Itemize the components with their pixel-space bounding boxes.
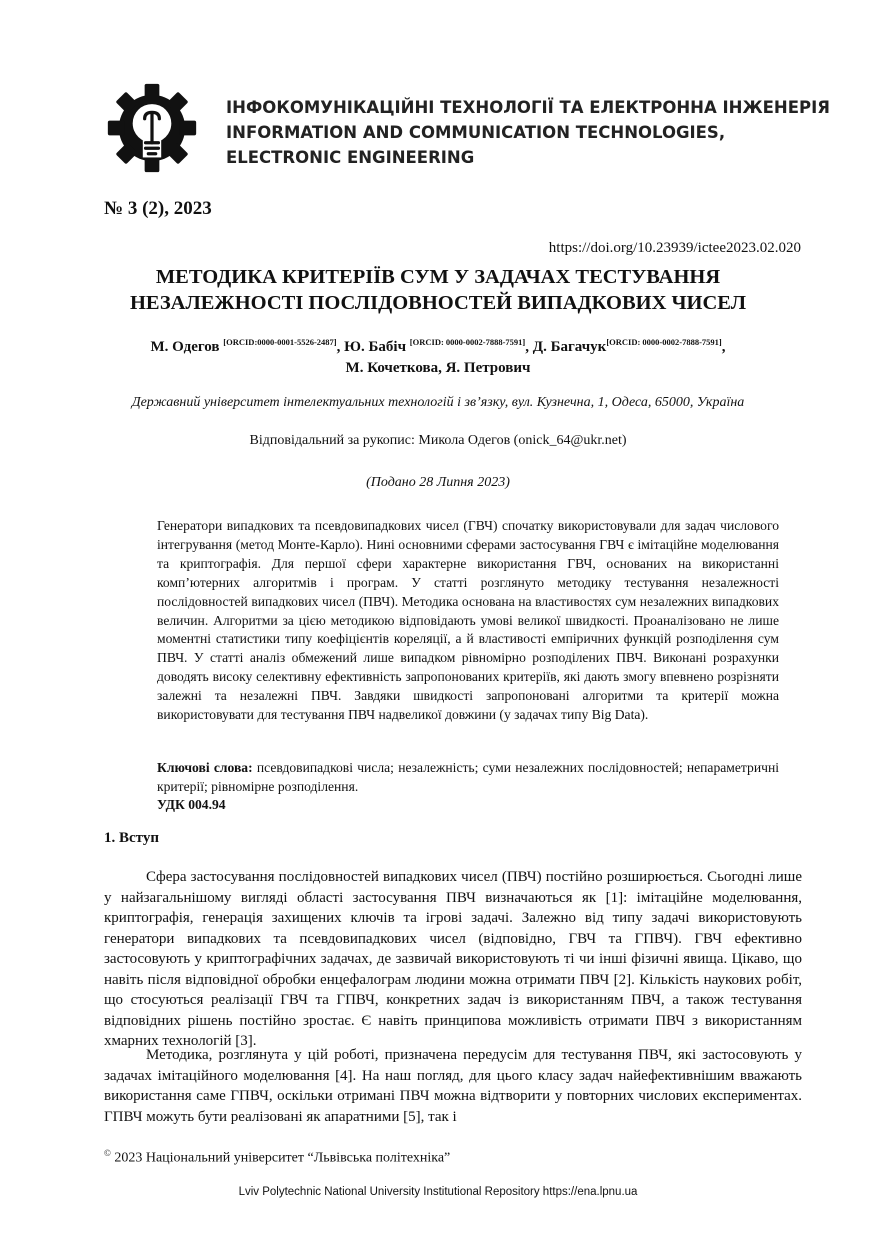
keywords	[157, 759, 779, 797]
orcid-link[interactable]: [ORCID: 0000-0002-7888-7591]	[606, 337, 722, 347]
orcid-link[interactable]: [ORCID:0000-0001-5526-2487]	[223, 337, 337, 347]
repository-footer: Lviv Polytechnic National University Institutional Repository https://ena.lpnu.ua	[238, 1186, 638, 1198]
orcid-link[interactable]: [ORCID: 0000-0002-7888-7591]	[409, 337, 526, 347]
section-heading: 1. Вступ	[104, 830, 159, 846]
journal-name-en-line2: ELECTRONIC ENGINEERING	[226, 148, 475, 167]
authors-line2: М. Кочеткова, Я. Петрович	[345, 360, 531, 376]
journal-name-ua: ІНФОКОМУНІКАЦІЙНІ ТЕХНОЛОГІЇ ТА ЕЛЕКТРОННА ІНЖЕНЕРІЯ	[226, 98, 830, 117]
journal-name-en-line1: INFORMATION AND COMMUNICATION TECHNOLOGIES,	[226, 123, 726, 142]
udc-code: УДК 004.94	[157, 797, 226, 812]
author-name: Д. Багачук	[532, 339, 607, 355]
author-name: Ю. Бабіч	[344, 339, 407, 355]
article-title-line2: НЕЗАЛЕЖНОСТІ ПОСЛІДОВНОСТЕЙ ВИПАДКОВИХ ЧИСЕЛ	[129, 292, 746, 314]
copyright-text: 2023 Національний університет “Львівська політехніка”	[110, 1150, 451, 1166]
submission-date: (Подано 28 Липня 2023)	[366, 475, 510, 490]
abstract: Генератори випадкових та псевдовипадкових чисел (ГВЧ) спочатку використовували для задач числового інтегрування (метод Монте-Карло). Нині основними сферами застосування ГВЧ є імітаційне моделювання та криптографія. Для першої сфери характерне використання ГВЧ, основаних на використанні комп’ютерних алгоритмів і програм. У статті розглянуто методику тестування незалежності послідовностей випадкових чисел (ПВЧ). Методика основана на властивостях сум незалежних випадкових величин. Алгоритми за цією методикою відповідають умові великої швидкості. Проаналізовано не лише моментні статистики типу коефіцієнтів кореляції, а й властивості емпіричних функцій розподілення сум ПВЧ. У статті аналіз обмежений лише випадком рівномірно розподілених ПВЧ. Виконані розрахунки доводять високу селективну ефективність запропонованих критеріїв, які дають змогу впевнено розрізняти залежні та незалежні ПВЧ. Завдяки швидкості запропоновані алгоритми та критерії можна використовувати для тестування ПВЧ надвеликої довжини (у задачах типу Big Data).	[157, 518, 779, 723]
keywords-text: псевдовипадкові числа; незалежність; суми незалежних послідовностей; непараметричні критерії; рівномірне розподілення.	[157, 760, 779, 794]
keywords-label: Ключові слова:	[157, 760, 253, 775]
author-name: М. Одегов	[150, 339, 220, 355]
copyright	[104, 1148, 450, 1167]
copyright-symbol: ©	[104, 1148, 111, 1158]
authors-line1: М. Одегов [ORCID:0000-0001-5526-2487], Ю. Бабіч [ORCID: 0000-0002-7888-7591], Д. Багачук[ORCID: 0000-0002-7888-7591],	[150, 337, 726, 355]
article-title-line1: МЕТОДИКА КРИТЕРІЇВ СУМ У ЗАДАЧАХ ТЕСТУВАННЯ	[155, 266, 721, 288]
doi-link[interactable]: https://doi.org/10.23939/ictee2023.02.020	[548, 240, 801, 256]
gear-lightbulb-icon	[106, 82, 198, 174]
corresponding-author: Відповідальний за рукопис: Микола Одегов (onick_64@ukr.net)	[249, 433, 627, 448]
issue-number: № 3 (2), 2023	[104, 198, 212, 219]
body-paragraph: Сфера застосування послідовностей випадкових чисел (ПВЧ) постійно розширюється. Сьогодні лише у найзагальнішому вигляді області застосування ПВЧ визначаються як [1]: імітаційне моделювання, криптографія, генерація захищених ключів та ігрові задачі. Залежно від типу задачі використовують генератори випадкових та псевдовипадкових чисел (відповідно, ГВЧ та ГПВЧ). ГВЧ ефективно застосовують у криптографічних задачах, де зазвичай використовують ті чи інші фізичні явища. Цікаво, що навіть після відповідної обробки енцефалограм людини можна отримати ПВЧ [2]. Кількість наукових робіт, що стосуються реалізації ГВЧ та ГПВЧ, конкретних задач із використанням ПВЧ, а також тестування відповідних рішень постійно зростає. Є навіть принципова можливість отримати ПВЧ з використанням хмарних технологій [3].	[104, 869, 802, 1049]
affiliation: Державний університет інтелектуальних технологій і зв’язку, вул. Кузнечна, 1, Одеса, 65000, Україна	[131, 395, 745, 410]
body-paragraph: Методика, розглянута у цій роботі, призначена передусім для тестування ПВЧ, які застосовують у задачах імітаційного моделювання [4]. На наш погляд, для цього класу задач найефективнішим вважають використання саме ГПВЧ, оскільки отримані ПВЧ можна відтворити у повторних числових експериментах. ГПВЧ можуть бути реалізовані як апаратними [5], так і	[104, 1047, 802, 1125]
